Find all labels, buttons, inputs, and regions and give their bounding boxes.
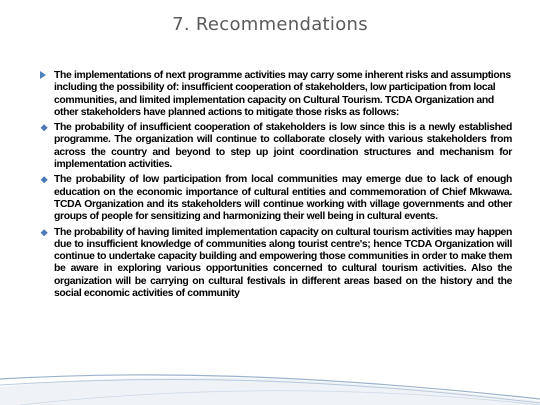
list-item: [38, 227, 512, 301]
triangle-bullet-icon: [40, 71, 46, 79]
decorative-swoosh: [0, 335, 540, 405]
bullet-list: [38, 70, 512, 303]
bullet-text: The implementations of next programme activities may carry some inherent risks and assumptions including the possibility of: insufficient cooperation of stakeholders, low participation from local communities, and limited implementation capacity on Cultural Tourism. TCDA Organization and other stakeholders have planned actions to mitigate those risks as follows:: [54, 70, 511, 118]
diamond-bullet-icon: ❖: [40, 123, 48, 134]
bullet-text: The probability of insufficient cooperation of stakeholders is low since this is a newly established programme. The organization will continue to collaborate closely with various stakeholders from across the country and beyond to step up joint coordination structures and mechanism for implementation activities.: [54, 122, 512, 171]
diamond-bullet-icon: ❖: [40, 227, 48, 238]
list-item: [38, 70, 512, 119]
bullet-text: The probability of low participation from local communities may emerge due to lack of enough education on the economic importance of cultural entities and commemoration of Chief Mkwawa. TCDA Organization and its stakeholders will continue working with village governments and other groups of people for sensitizing and harmonizing their well being in cultural events.: [54, 174, 512, 223]
list-item: [38, 174, 512, 223]
diamond-bullet-icon: ❖: [40, 175, 48, 186]
bullet-text: The probability of having limited implementation capacity on cultural tourism activities may happen due to insufficient knowledge of communities along tourist centre's; hence TCDA Organization will continue to undertake capacity building and empowering those communities in order to make them be aware in exploring various opportunities concerned to cultural tourism activities. Also the organization will be carrying on cultural festivals in different areas based on the history and the social economic activities of community: [54, 226, 512, 300]
list-item: [38, 122, 512, 171]
slide-title: 7. Recommendations: [172, 14, 368, 35]
